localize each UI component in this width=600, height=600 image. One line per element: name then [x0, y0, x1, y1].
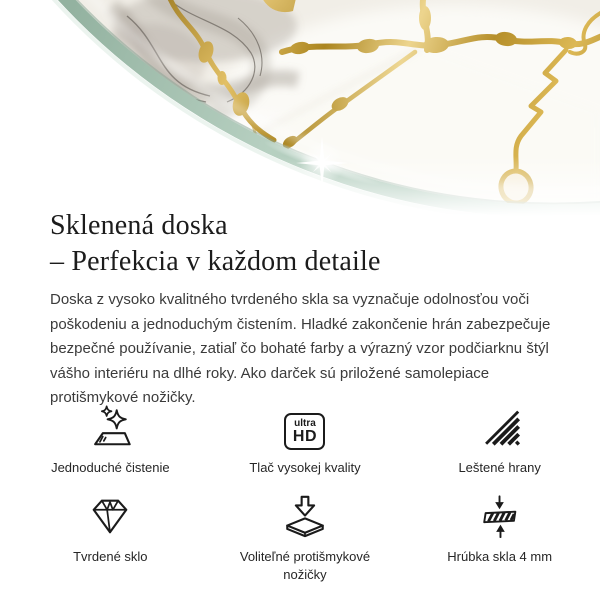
feature-easy-cleaning [13, 402, 208, 477]
diamond-icon [87, 491, 133, 539]
feature-glass-thickness [402, 491, 597, 584]
polished-edge-stripes-icon [477, 402, 523, 450]
feature-print-quality [208, 402, 403, 477]
product-photo [0, 0, 600, 216]
glass-thickness-icon [477, 491, 523, 539]
feature-tempered-glass [13, 491, 208, 584]
anti-slip-feet-icon [282, 491, 328, 539]
ultra-hd-badge-top-text: ultra [294, 418, 316, 429]
feature-label: Voliteľné protišmykové nožičky [239, 549, 371, 583]
feature-label: Leštené hrany [458, 460, 541, 475]
page-title-line-2: – Perfekcia v každom detaile [50, 246, 381, 277]
ultra-hd-badge-bottom-text: HD [292, 428, 318, 445]
feature-label: Jednoduché čistenie [51, 460, 170, 475]
page-title [50, 208, 381, 280]
ultra-hd-badge-icon [284, 402, 325, 450]
feature-label: Tlač vysokej kvality [249, 460, 361, 475]
feature-label: Hrúbka skla 4 mm [447, 549, 553, 565]
product-description: Doska z vysoko kvalitného tvrdeného skla sa vyznačuje odolnosťou voči poškodeniu a jednoduchým čistením. Hladké zakončenie hrán zabezpečuje bezpečné používanie, zatiaľ čo bohaté farby a výrazný vzor podčiarknu štýl vášho interiéru na dlhé roky. Ako darček sú priložené samolepiace protišmykové nožičky. [50, 291, 551, 406]
feature-anti-slip-feet [208, 491, 403, 584]
page-title-line-1: Sklenená doska [50, 210, 228, 241]
photo-bottom-fade [0, 156, 600, 216]
feature-label: Tvrdené sklo [73, 549, 148, 565]
sparkle-clean-surface-icon [87, 402, 133, 450]
feature-grid [13, 402, 597, 585]
feature-polished-edges [402, 402, 597, 477]
